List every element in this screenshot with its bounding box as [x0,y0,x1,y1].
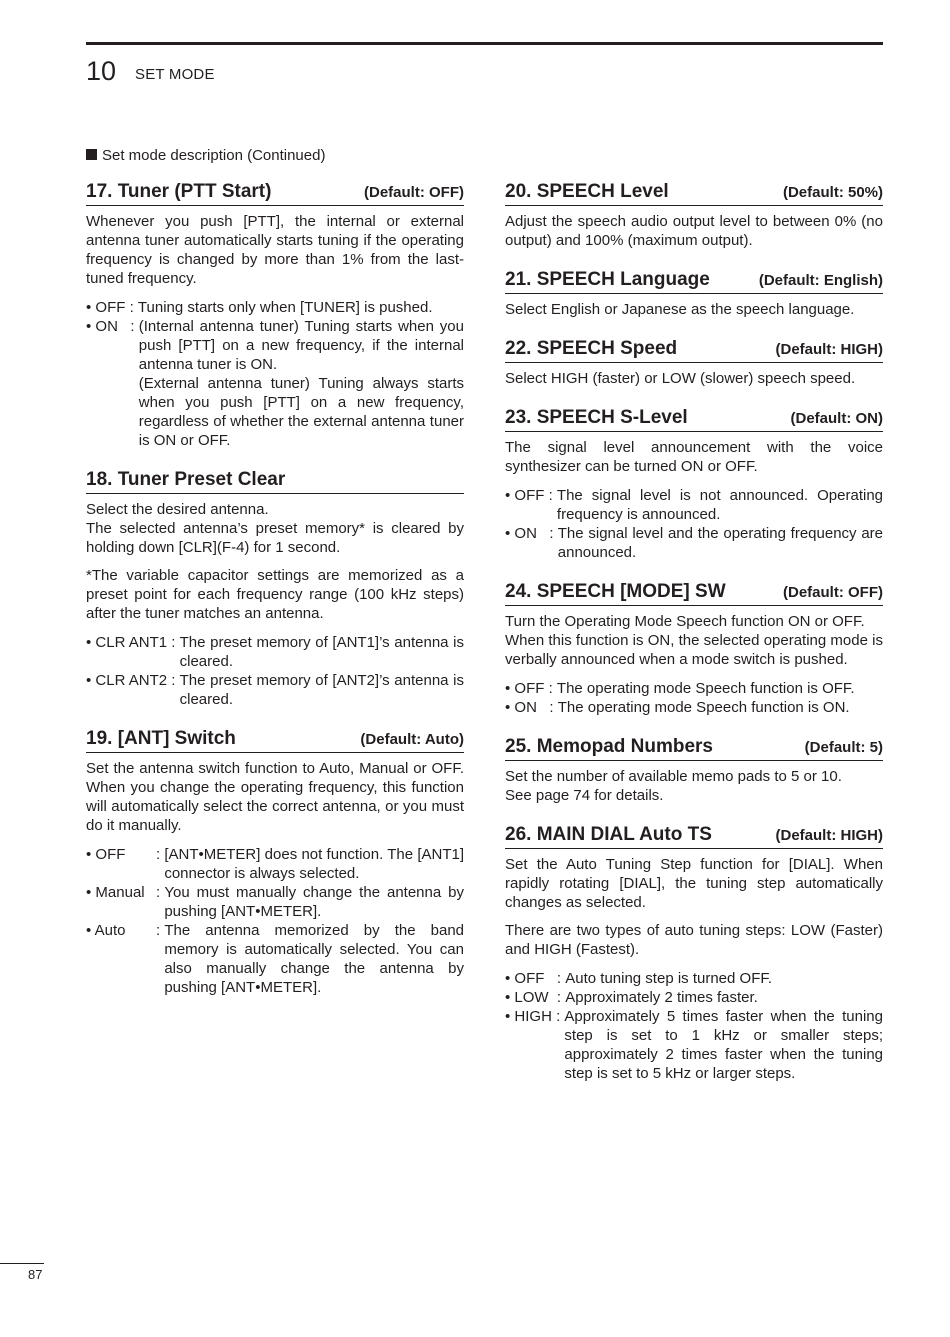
option-text: You must manually change the antenna by pushing [ANT•METER]. [164,884,464,920]
option-text: Approximately 5 times faster when the tuning step is set to 1 kHz or smaller steps; approximately 2 times faster when the tuning step is set to 5 kHz or larger steps. [564,1008,883,1082]
option-label: • Auto [86,922,126,939]
option-item [505,698,883,717]
option-item [86,317,464,450]
section-22 [505,337,883,388]
option-text: Tuning starts only when [TUNER] is pushed. [137,299,433,316]
option-text: Auto tuning step is turned OFF. [565,970,773,987]
paragraph: The selected antenna’s preset memory* is cleared by holding down [CLR](F-4) for 1 second. [86,520,464,556]
option-text-part: (External antenna tuner) Tuning always starts when you push [PTT] on a new frequency, regardless of whether the external antenna tuner is ON or OFF. [138,375,464,449]
option-item [505,969,883,988]
option-text [139,317,464,450]
section-26 [505,823,883,1083]
option-list [505,679,883,717]
section-18 [86,468,464,709]
option-item: • Auto : The antenna memorized by the band memory is automatically selected. You can also manually change the antenna by pushing [ANT•METER]. [86,922,464,996]
section-21 [505,268,883,319]
option-list [86,845,464,997]
option-label: • OFF : [505,680,557,697]
option-text: The operating mode Speech function is ON. [557,699,850,716]
section-title: 17. Tuner (PTT Start) [86,181,272,202]
option-label: • OFF : [505,970,566,987]
section-heading [86,727,464,753]
option-label: • ON : [86,318,139,335]
section-heading [505,823,883,849]
section-default: (Default: OFF) [783,584,883,601]
section-default: (Default: Auto) [360,731,464,748]
chapter-number: 10 [86,56,117,86]
section-heading [505,180,883,206]
option-label: • ON : [505,699,558,716]
section-title: 18. Tuner Preset Clear [86,469,286,490]
section-24 [505,580,883,717]
option-list [86,298,464,450]
section-25 [505,735,883,805]
option-text: The preset memory of [ANT2]’s antenna is cleared. [179,672,464,708]
paragraph: Select English or Japanese as the speech language. [505,301,855,318]
option-list [505,969,883,1083]
paragraph: There are two types of auto tuning steps: LOW (Faster) and HIGH (Fastest). [505,922,883,958]
section-title: 25. Memopad Numbers [505,736,713,757]
paragraph: Whenever you push [PTT], the internal or external antenna tuner automatically starts tuning if the operating frequency is changed by more than 1% from the last-tuned frequency. [86,213,464,287]
option-item: • Manual : You must manually change the antenna by pushing [ANT•METER]. [86,884,464,920]
section-17 [86,180,464,450]
option-text: The signal level is not announced. Operating frequency is announced. [556,487,883,523]
paragraph: Set the Auto Tuning Step function for [DIAL]. When rapidly rotating [DIAL], the tuning step automatically changes as selected. [505,856,883,911]
header-rule [86,42,883,45]
section-default: (Default: English) [758,272,883,289]
section-23 [505,406,883,562]
square-bullet-icon [86,149,97,160]
option-item: • OFF : [ANT•METER] does not function. The [ANT1] connector is always selected. [86,846,464,882]
option-item [505,679,883,698]
option-item [505,524,883,562]
footer-rule [0,1263,44,1264]
option-text: Approximately 2 times faster. [565,989,758,1006]
option-label: • OFF : [86,299,138,316]
section-default: (Default: HIGH) [775,827,883,844]
section-heading [86,180,464,206]
option-label: • ON : [505,525,558,542]
section-20 [505,180,883,250]
section-heading [505,268,883,294]
paragraph: When this function is ON, the selected operating mode is verbally announced when a mode switch is pushed. [505,632,883,668]
option-item [505,486,883,524]
option-item [86,298,464,317]
section-heading [505,580,883,606]
option-list [86,633,464,709]
right-column [505,180,883,1101]
section-heading [86,468,464,494]
section-default: (Default: HIGH) [775,341,883,358]
section-default: (Default: 5) [804,739,883,756]
paragraph: Adjust the speech audio output level to between 0% (no output) and 100% (maximum output). [505,213,883,249]
section-heading [505,406,883,432]
paragraph: Select HIGH (faster) or LOW (slower) speech speed. [505,370,856,387]
option-label: • LOW : [505,989,566,1006]
section-title: 19. [ANT] Switch [86,728,236,749]
section-title: 20. SPEECH Level [505,181,669,202]
paragraph: Turn the Operating Mode Speech function ON or OFF. [505,613,865,630]
footnote: *The variable capacitor settings are memorized as a preset point for each frequency range (100 kHz steps) after the tuner matches an antenna. [86,567,464,622]
option-item [505,988,883,1007]
option-text: The operating mode Speech function is OFF. [556,680,855,697]
section-heading [505,337,883,363]
paragraph: Set the number of available memo pads to 5 or 10. [505,768,842,785]
continued-note [86,146,325,166]
option-label: • CLR ANT1 : [86,634,180,651]
option-text: The signal level and the operating frequency are announced. [557,525,883,561]
option-label: • OFF : [505,487,557,504]
option-item [86,671,464,709]
option-label: • OFF [86,846,126,863]
option-label: • HIGH : [505,1008,565,1025]
page-number: 87 [28,1267,43,1282]
section-heading [505,735,883,761]
section-title: 23. SPEECH S-Level [505,407,688,428]
option-text: The preset memory of [ANT1]’s antenna is cleared. [179,634,464,670]
paragraph: Select the desired antenna. [86,501,269,518]
option-text: The antenna memorized by the band memory is automatically selected. You can also manually change the antenna by pushing [ANT•METER]. [164,922,464,996]
section-default: (Default: OFF) [364,184,464,201]
section-default: (Default: 50%) [782,184,883,201]
option-text-part: (Internal antenna tuner) Tuning starts when you push [PTT] on a new frequency, if the internal antenna tuner is ON. [138,318,464,373]
option-text: [ANT•METER] does not function. The [ANT1] connector is always selected. [164,846,464,882]
chapter-title: SET MODE [135,66,215,83]
option-item [505,1007,883,1083]
section-title: 24. SPEECH [MODE] SW [505,581,726,602]
option-label: • CLR ANT2 : [86,672,180,689]
section-default: (Default: ON) [790,410,883,427]
option-label: • Manual [86,884,145,901]
continued-text: Set mode description (Continued) [102,147,326,164]
section-title: 22. SPEECH Speed [505,338,678,359]
paragraph: The signal level announcement with the voice synthesizer can be turned ON or OFF. [505,439,883,475]
option-list [505,486,883,562]
section-title: 21. SPEECH Language [505,269,710,290]
section-19 [86,727,464,997]
section-title: 26. MAIN DIAL Auto TS [505,824,712,845]
option-item [86,633,464,671]
left-column [86,180,464,1015]
paragraph: Set the antenna switch function to Auto, Manual or OFF. When you change the operating frequency, this function will automatically select the correct antenna, or you must do it manually. [86,760,464,834]
paragraph: See page 74 for details. [505,787,664,804]
